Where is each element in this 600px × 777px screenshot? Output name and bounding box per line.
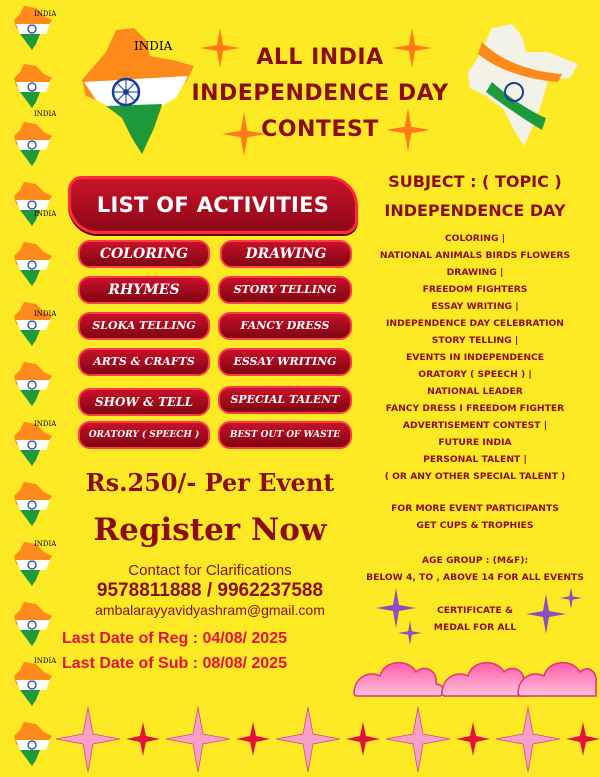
topic-list — [365, 230, 585, 485]
india-map-icon — [10, 300, 57, 350]
activity-arts-crafts: ARTS & CRAFTS — [78, 348, 210, 376]
title-line: CONTEST — [261, 117, 379, 142]
mini-map-label: INDIA — [34, 657, 57, 665]
activity-fancy-dress: FANCY DRESS — [218, 312, 352, 340]
topic-line: FREEDOM FIGHTERS — [422, 284, 528, 295]
topic-line: ORATORY ( SPEECH ) | — [418, 369, 532, 380]
activity-coloring: COLORING — [78, 240, 210, 268]
certificate-line: CERTIFICATE & — [437, 605, 513, 616]
last-date-reg: Last Date of Reg : 04/08/ 2025 — [62, 630, 287, 647]
more-events-line: FOR MORE EVENT PARTICIPANTS — [391, 503, 559, 514]
mini-map-label: INDIA — [34, 420, 57, 428]
price-per-event: Rs.250/- Per Event — [85, 468, 335, 497]
mini-map-label: INDIA — [34, 310, 57, 318]
activity-special-talent: SPECIAL TALENT — [218, 386, 352, 414]
sparkle-icon — [398, 620, 422, 646]
bottom-star-border — [48, 702, 600, 777]
activity-oratory: ORATORY ( SPEECH ) — [78, 421, 210, 449]
register-now: Register Now — [93, 512, 327, 548]
pink-clouds — [350, 648, 600, 698]
title-line: ALL INDIA — [256, 45, 384, 70]
activity-show-tell: SHOW & TELL — [78, 388, 210, 416]
mini-map-label: INDIA — [34, 110, 57, 118]
activity-drawing: DRAWING — [220, 240, 352, 268]
certificate-line: MEDAL FOR ALL — [433, 622, 517, 633]
activity-story-telling: STORY TELLING — [218, 276, 352, 304]
page-title — [180, 40, 460, 148]
topic-line: STORY TELLING | — [431, 335, 519, 346]
activity-rhymes: RHYMES — [78, 276, 210, 304]
topic-line: NATIONAL ANIMALS BIRDS FLOWERS — [379, 250, 571, 261]
activity-best-out-of-waste: BEST OUT OF WASTE — [218, 421, 352, 449]
activities-heading: LIST OF ACTIVITIES — [68, 176, 358, 234]
age-group-line: AGE GROUP : (M&F): — [421, 555, 529, 566]
india-map-icon — [10, 480, 54, 530]
age-group-line: BELOW 4, TO , ABOVE 14 FOR ALL EVENTS — [366, 572, 584, 583]
topic-line: PERSONAL TALENT | — [423, 454, 527, 465]
more-events-line: GET CUPS & TROPHIES — [416, 520, 534, 531]
mini-map-label: INDIA — [34, 540, 57, 548]
india-map-icon — [10, 240, 54, 290]
subject-heading: SUBJECT : ( TOPIC ) — [388, 172, 562, 191]
india-map-icon — [10, 62, 54, 112]
india-map-icon — [10, 600, 54, 650]
topic-line: ADVERTISEMENT CONTEST | — [402, 420, 548, 431]
topic-line: FUTURE INDIA — [438, 437, 512, 448]
india-map-icon — [10, 360, 54, 410]
india-flag-map-right — [462, 22, 586, 150]
map-label: INDIA — [134, 39, 173, 53]
topic-line: FANCY DRESS I FREEDOM FIGHTER — [385, 403, 565, 414]
subject-topic: INDEPENDENCE DAY — [384, 201, 566, 220]
title-line: INDEPENDENCE DAY — [191, 81, 449, 106]
topic-line: ESSAY WRITING | — [431, 301, 519, 312]
contact-label: Contact for Clarifications — [128, 562, 292, 579]
activity-sloka-telling: SLOKA TELLING — [78, 312, 210, 340]
mini-map-label: INDIA — [34, 210, 57, 218]
mini-map-label: INDIA — [34, 10, 57, 18]
activity-essay-writing: ESSAY WRITING — [218, 348, 352, 376]
contact-phones: 9578811888 / 9962237588 — [96, 580, 324, 601]
topic-line: INDEPENDENCE DAY CELEBRATION — [385, 318, 565, 329]
sparkle-icon — [560, 586, 582, 610]
india-map-icon — [10, 180, 57, 230]
topic-line: NATIONAL LEADER — [427, 386, 523, 397]
topic-line: DRAWING | — [446, 267, 504, 278]
topic-line: ( OR ANY OTHER SPECIAL TALENT ) — [384, 471, 566, 482]
topic-line: EVENTS IN INDEPENDENCE — [405, 352, 545, 363]
topic-line: COLORING | — [444, 233, 506, 244]
contact-email: ambalarayyavidyashram@gmail.com — [95, 602, 325, 618]
india-map-icon — [10, 120, 54, 170]
last-date-sub: Last Date of Sub : 08/08/ 2025 — [62, 655, 287, 672]
